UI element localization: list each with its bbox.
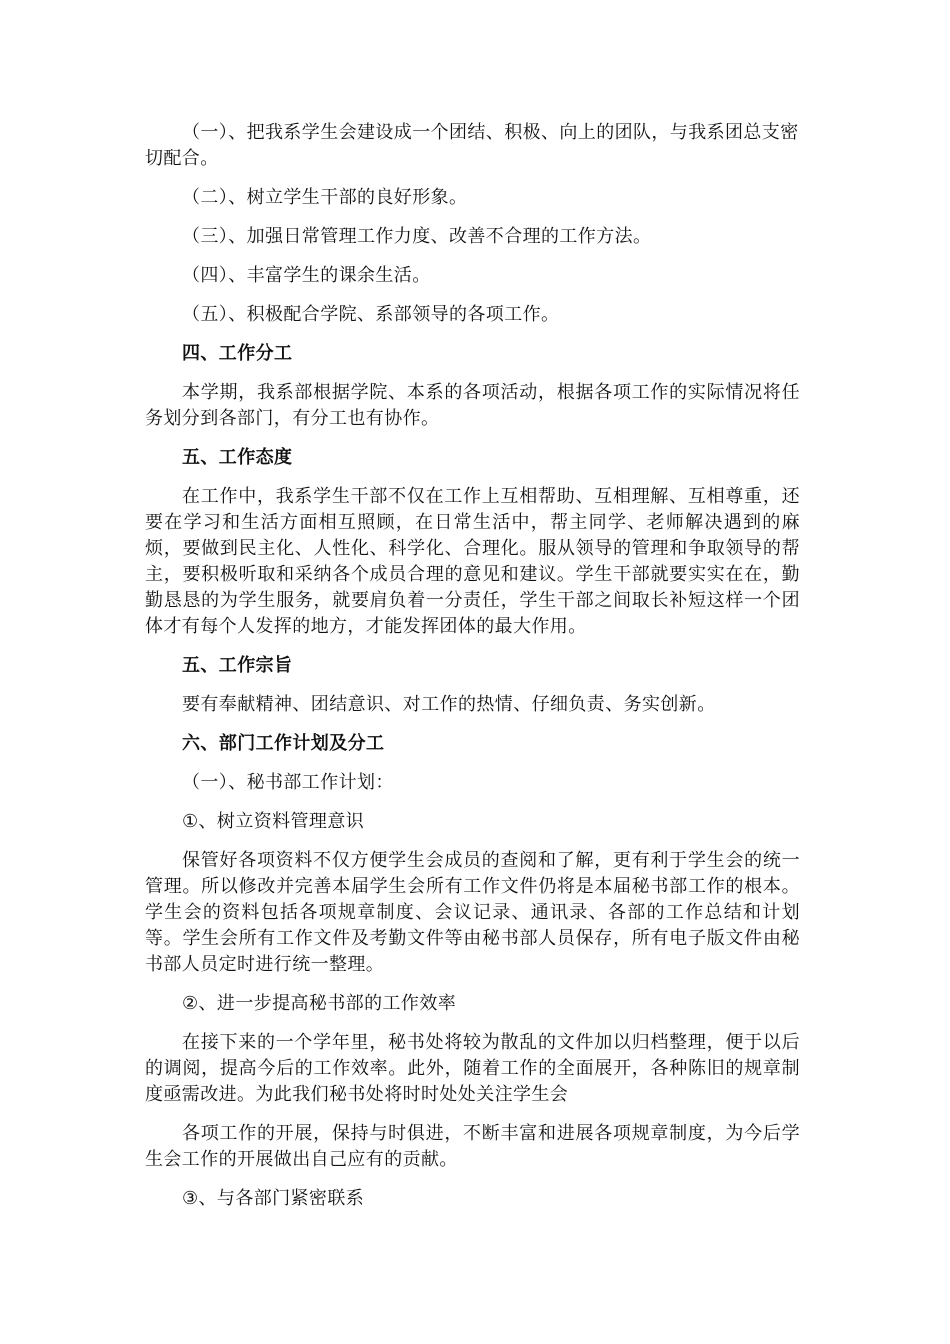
efficiency-paragraph-continued: 各项工作的开展，保持与时俱进，不断丰富和进展各项规章制度，为今后学生会工作的开展做出自己应有的贡献。 (145, 1123, 800, 1170)
goal-item-2: （二）、树立学生干部的良好形象。 (182, 187, 468, 208)
subitem-efficiency: ②、进一步提高秘书部的工作效率 (182, 993, 457, 1014)
goal-item-5: （五）、积极配合学院、系部领导的各项工作。 (182, 304, 560, 325)
section-heading-work-division: 四、工作分工 (182, 343, 293, 364)
goal-item-4: （四）、丰富学生的课余生活。 (182, 265, 431, 286)
subitem-data-management: ①、树立资料管理意识 (182, 811, 365, 832)
secretariat-plan-item: （一）、秘书部工作计划： (182, 772, 394, 793)
efficiency-paragraph: 在接下来的一个学年里，秘书处将较为散乱的文件加以归档整理，便于以后的调阅，提高今后的工作效率。此外，随着工作的全面展开，各种陈旧的规章制度亟需改进。为此我们秘书处将时时处处关注学生会 (145, 1032, 800, 1105)
data-management-paragraph: 保管好各项资料不仅方便学生会成员的查阅和了解，更有利于学生会的统一管理。所以修改并完善本届学生会所有工作文件仍将是本届秘书部工作的根本。学生会的资料包括各项规章制度、会议记录、通讯录、各部的工作总结和计划等。学生会所有工作文件及考勤文件等由秘书部人员保存，所有电子版文件由秘书部人员定时进行统一整理。 (145, 850, 800, 975)
work-division-paragraph: 本学期，我系部根据学院、本系的各项活动，根据各项工作的实际情况将任务划分到各部门，有分工也有协作。 (145, 382, 800, 429)
section-heading-department-plans: 六、部门工作计划及分工 (182, 733, 385, 754)
goal-item-1: （一）、把我系学生会建设成一个团结、积极、向上的团队，与我系团总支密切配合。 (145, 122, 799, 169)
goal-item-3: （三）、加强日常管理工作力度、改善不合理的工作方法。 (182, 226, 652, 247)
section-heading-work-purpose: 五、工作宗旨 (182, 655, 293, 676)
work-attitude-paragraph: 在工作中，我系学生干部不仅在工作上互相帮助、互相理解、互相尊重，还要在学习和生活方面相互照顾，在日常生活中，帮主同学、老师解决遇到的麻烦，要做到民主化、人性化、科学化、合理化。服从领导的管理和争取领导的帮主，要积极听取和采纳各个成员合理的意见和建议。学生干部就要实实在在，勤勤恳恳的为学生服务，就要肩负着一分责任，学生干部之间取长补短这样一个团体才有每个人发挥的地方，才能发挥团体的最大作用。 (145, 486, 800, 637)
work-purpose-paragraph: 要有奉献精神、团结意识、对工作的热情、仔细负责、务实创新。 (182, 694, 716, 715)
section-heading-work-attitude: 五、工作态度 (182, 447, 293, 468)
document-page (145, 120, 800, 1225)
subitem-department-contact: ③、与各部门紧密联系 (182, 1188, 365, 1209)
